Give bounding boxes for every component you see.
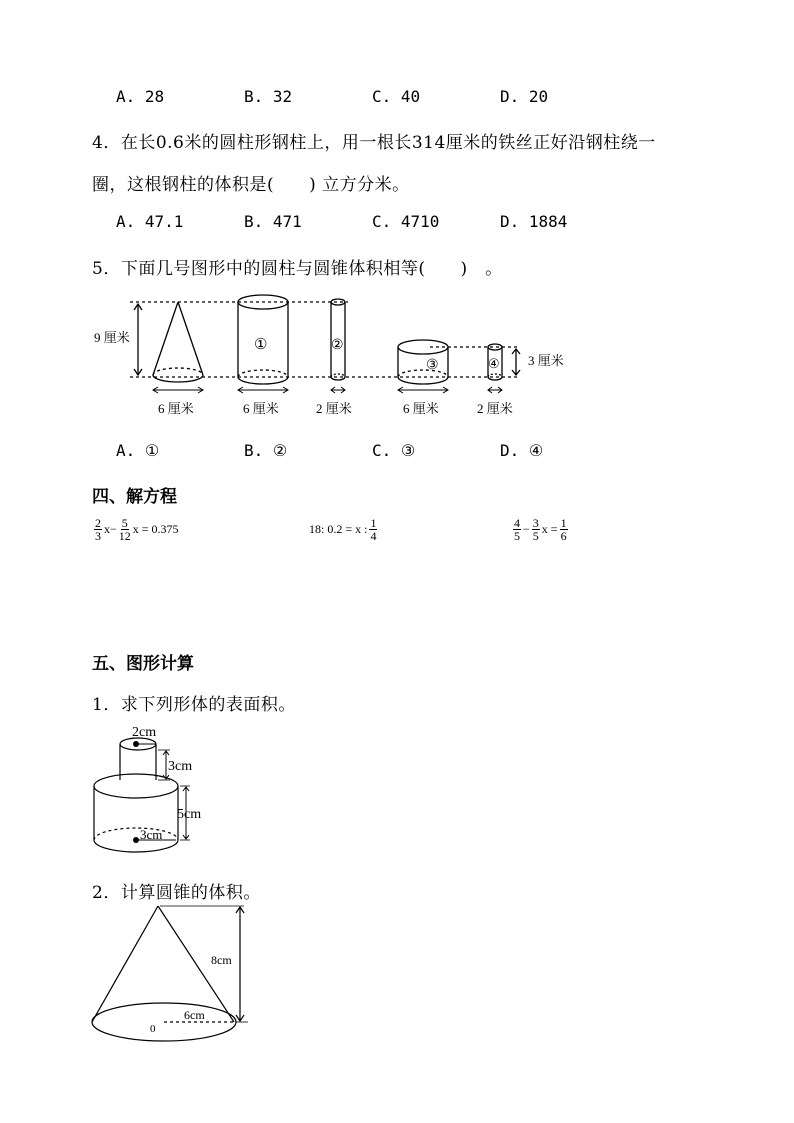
q4-option-b: B. 471 [244,212,302,231]
eq1-d1: 3 [95,529,101,543]
fig1-top-height: 3cm [168,759,193,774]
height-label-3: 3 厘米 [528,353,564,368]
cone-figure [88,902,258,1047]
q5-text: 5．下面几号图形中的圆柱与圆锥体积相等( ) 。 [92,259,503,279]
fig2-height: 8cm [211,953,232,967]
fig2-center: 0 [150,1023,156,1035]
eq1-t1: x− [104,522,117,536]
q3-option-c: C. 40 [372,87,421,106]
section5-title: 五、图形计算 [92,654,194,674]
q3-option-d: D. 20 [500,87,549,106]
q4-option-d: D. 1884 [500,212,568,231]
fig1-bottom-height: 5cm [177,807,202,822]
eq3-n3: 1 [560,516,567,530]
marker-3: ③ [426,358,439,373]
eq2-d1: 4 [370,529,377,543]
width-label-4: 6 厘米 [403,401,439,416]
section5-q2-text: 2．计算圆锥的体积。 [92,883,261,903]
marker-1: ① [254,337,268,353]
equation-2 [309,517,379,542]
fig1-top-radius: 2cm [132,725,157,740]
q3-option-b: B. 32 [244,87,293,106]
width-label-2: 6 厘米 [243,401,279,416]
eq2-t1: 18: 0.2 = x : [309,522,368,536]
eq1-d2: 12 [118,529,131,543]
q4-option-c: C. 4710 [372,212,440,231]
eq3-n1: 4 [514,516,520,530]
eq3-d2: 5 [532,529,539,543]
marker-2: ② [331,338,344,353]
section4-title: 四、解方程 [92,487,177,507]
q5-option-c: C. ③ [372,441,416,460]
eq1-n2: 5 [121,516,128,530]
fig2-radius: 6cm [184,1008,205,1022]
width-label-5: 2 厘米 [477,401,513,416]
q3-option-a: A. 28 [116,87,165,106]
eq3-t1: − [523,522,530,536]
eq3-d1: 5 [514,529,520,543]
width-label-3: 2 厘米 [316,401,352,416]
eq3-t2: x = [541,522,558,536]
height-label-9: 9 厘米 [94,330,130,345]
eq3-d3: 6 [560,529,567,543]
eq1-n1: 2 [95,516,101,530]
section5-q1-text: 1．求下列形体的表面积。 [92,695,296,715]
q5-option-b: B. ② [244,441,288,460]
stacked-cylinders-figure [88,722,248,862]
q5-figure [90,290,590,420]
equation-3 [511,517,570,542]
marker-4: ④ [488,356,500,371]
q4-option-a: A. 47.1 [116,212,184,231]
eq1-t2: x = 0.375 [132,522,179,536]
fig1-bottom-radius: 3cm [140,827,163,842]
q4-text-line1: 4．在长0.6米的圆柱形钢柱上，用一根长314厘米的铁丝正好沿钢柱绕一 [92,133,656,153]
width-label-1: 6 厘米 [158,401,194,416]
cylinder-3-shape [398,340,448,384]
eq3-n2: 3 [532,516,539,530]
q4-text-line2: 圈，这根钢柱的体积是( ) 立方分米。 [92,175,410,195]
cone-shape [153,302,203,382]
q5-option-d: D. ④ [500,441,544,460]
q5-option-a: A. ① [116,441,160,460]
equation-1 [92,517,179,542]
eq2-n1: 1 [370,516,377,530]
